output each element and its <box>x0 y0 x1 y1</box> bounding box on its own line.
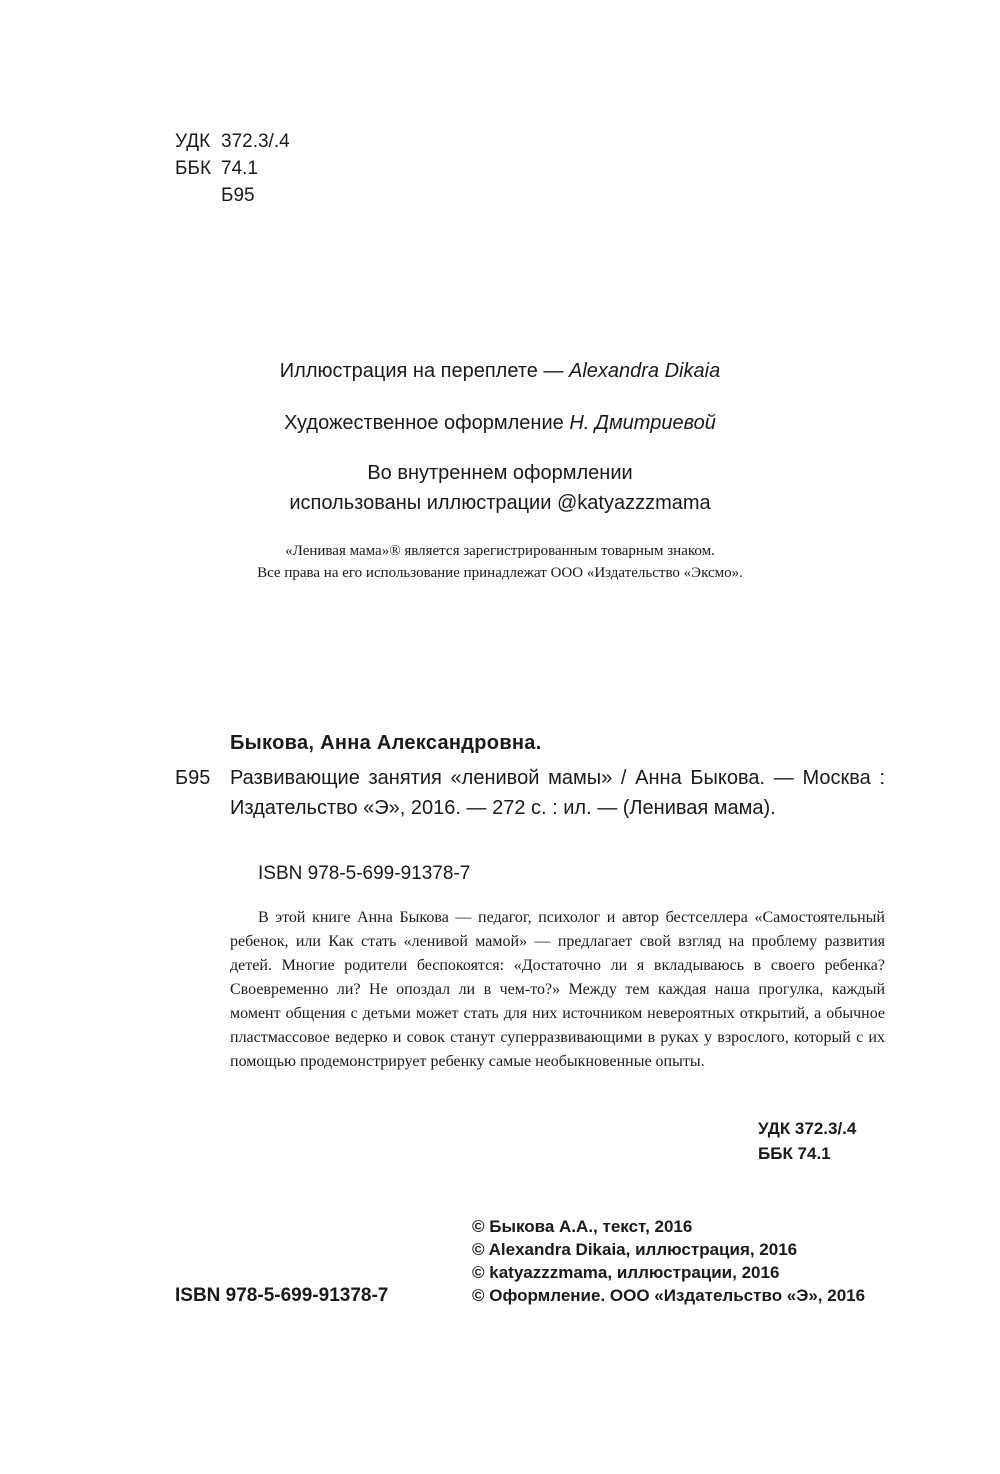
annotation-text: В этой книге Анна Быкова — педагог, психолог и автор бестселлера «Самостоятельный ребенок, или Как стать «ленивой мамой» — предлагает свой взгляд на проблему развития детей. Многие родители беспокоятся: «Достаточно ли я вкладываюсь в своего ребенка? Своевременно ли? Не опоздал ли в чем-то?» Между тем каждая наша прогулка, каждый момент общения с детьми может стать для них источником невероятных открытий, а обычное пластмассовое ведерко и совок станут суперразвивающими в руках у взрослого, который с их помощью продемонстрирует ребенку самые необыкновенные опыты. <box>230 909 885 1070</box>
bibliography-author: Быкова, Анна Александровна. <box>230 732 542 754</box>
copyright-line: © Быкова А.А., текст, 2016 <box>472 1217 693 1236</box>
trademark-notice <box>0 540 1000 584</box>
bbk-value: 74.1 <box>221 158 258 179</box>
bbk-row <box>175 155 290 182</box>
author-mark-row <box>175 182 290 209</box>
udk-bottom: УДК 372.3/.4 <box>758 1119 857 1138</box>
bibliography-mark: Б95 <box>175 767 211 789</box>
designer-name: Н. Дмитриевой <box>569 412 716 434</box>
cover-illustration-credit: Иллюстрация на переплете — Alexandra Dikaia <box>279 360 721 382</box>
copyright-block <box>472 1215 865 1307</box>
copyright-line: © katyazzzmama, иллюстрации, 2016 <box>472 1263 780 1282</box>
design-credit: Художественное оформление Н. Дмитриевой <box>284 412 716 434</box>
classification-bottom <box>758 1116 856 1166</box>
udk-label: УДК <box>175 131 211 152</box>
trademark-line1: «Ленивая мама»® является зарегистрированным товарным знаком. <box>285 543 715 559</box>
udk-row <box>175 128 290 155</box>
illustrator-name: Alexandra Dikaia <box>569 360 721 382</box>
bbk-bottom: ББК 74.1 <box>758 1144 831 1163</box>
copyright-line: © Alexandra Dikaia, иллюстрация, 2016 <box>472 1240 798 1259</box>
inner-design-line2: использованы иллюстрации @katyazzzmama <box>289 492 711 514</box>
isbn-bottom: ISBN 978-5-699-91378-7 <box>175 1285 389 1306</box>
trademark-line2: Все права на его использование принадлежат ООО «Издательство «Эксмо». <box>257 565 743 581</box>
inner-design-line1: Во внутреннем оформлении <box>367 462 633 484</box>
bbk-label: ББК <box>175 158 212 179</box>
udk-value: 372.3/.4 <box>221 131 290 152</box>
classification-block <box>175 128 290 209</box>
bibliography-isbn: ISBN 978-5-699-91378-7 <box>258 863 471 884</box>
author-mark: Б95 <box>221 185 255 206</box>
copyright-line: © Оформление. ООО «Издательство «Э», 2016 <box>472 1286 866 1305</box>
bibliography-entry: Развивающие занятия «ленивой мамы» / Анна Быкова. — Москва : Издательство «Э», 2016. — 272 с. : ил. — (Ленивая мама). <box>230 767 885 819</box>
